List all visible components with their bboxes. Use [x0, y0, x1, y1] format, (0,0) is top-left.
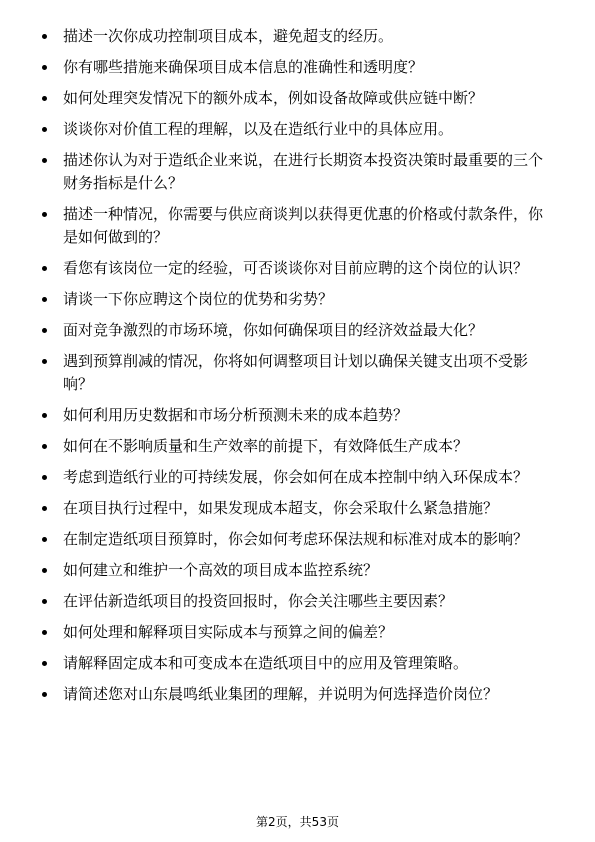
list-item [0, 621, 595, 644]
list-item [0, 118, 595, 141]
list-item [0, 559, 595, 582]
bullet-icon [42, 413, 47, 418]
list-item [0, 319, 595, 342]
question-text: 如何利用历史数据和市场分析预测未来的成本趋势？ [63, 406, 409, 424]
list-item [0, 288, 595, 311]
question-text: 请解释固定成本和可变成本在造纸项目中的应用及管理策略。 [63, 654, 469, 672]
bullet-icon [42, 266, 47, 271]
bullet-icon [42, 34, 47, 39]
question-text: 如何在不影响质量和生产效率的前提下，有效降低生产成本？ [63, 437, 469, 455]
question-text: 描述你认为对于造纸企业来说，在进行长期资本投资决策时最重要的三个财务指标是什么？ [63, 151, 544, 192]
question-text: 你有哪些措施来确保项目成本信息的准确性和透明度？ [63, 58, 424, 76]
list-item [0, 528, 595, 551]
bullet-icon [42, 537, 47, 542]
list-item [0, 203, 595, 249]
list-item [0, 683, 595, 706]
question-text: 在评估新造纸项目的投资回报时，你会关注哪些主要因素？ [63, 592, 454, 610]
question-text: 考虑到造纸行业的可持续发展，你会如何在成本控制中纳入环保成本？ [63, 468, 529, 486]
bullet-icon [42, 444, 47, 449]
question-text: 如何处理突发情况下的额外成本，例如设备故障或供应链中断？ [63, 89, 484, 107]
list-item [0, 652, 595, 675]
page-number: 第2页，共53页 [256, 815, 339, 829]
bullet-icon [42, 599, 47, 604]
question-text: 描述一种情况，你需要与供应商谈判以获得更优惠的价格或付款条件，你是如何做到的？ [63, 205, 544, 246]
question-text: 如何建立和维护一个高效的项目成本监控系统？ [63, 561, 379, 579]
question-text: 描述一次你成功控制项目成本，避免超支的经历。 [63, 27, 394, 45]
list-item [0, 149, 595, 195]
question-text: 谈谈你对价值工程的理解，以及在造纸行业中的具体应用。 [63, 120, 454, 138]
list-item [0, 466, 595, 489]
bullet-icon [42, 297, 47, 302]
list-item [0, 25, 595, 48]
question-text: 请谈一下你应聘这个岗位的优势和劣势？ [63, 290, 334, 308]
bullet-icon [42, 359, 47, 364]
bullet-icon [42, 328, 47, 333]
question-text: 在制定造纸项目预算时，你会如何考虑环保法规和标准对成本的影响？ [63, 530, 529, 548]
list-item [0, 257, 595, 280]
bullet-icon [42, 506, 47, 511]
question-text: 如何处理和解释项目实际成本与预算之间的偏差？ [63, 623, 394, 641]
bullet-icon [42, 212, 47, 217]
bullet-icon [42, 568, 47, 573]
list-item [0, 435, 595, 458]
question-text: 在项目执行过程中，如果发现成本超支，你会采取什么紧急措施？ [63, 499, 499, 517]
question-text: 看您有该岗位一定的经验，可否谈谈你对目前应聘的这个岗位的认识？ [63, 259, 529, 277]
bullet-icon [42, 475, 47, 480]
bullet-icon [42, 630, 47, 635]
question-text: 请简述您对山东晨鸣纸业集团的理解，并说明为何选择造价岗位？ [63, 685, 499, 703]
list-item [0, 404, 595, 427]
bullet-icon [42, 158, 47, 163]
question-text: 遇到预算削减的情况，你将如何调整项目计划以确保关键支出项不受影响？ [63, 352, 529, 393]
list-item [0, 590, 595, 613]
bullet-icon [42, 661, 47, 666]
list-item [0, 87, 595, 110]
bullet-icon [42, 96, 47, 101]
list-item [0, 497, 595, 520]
question-text: 面对竞争激烈的市场环境，你如何确保项目的经济效益最大化？ [63, 321, 484, 339]
bullet-icon [42, 692, 47, 697]
list-item [0, 56, 595, 79]
list-item [0, 350, 595, 396]
question-list [0, 25, 595, 714]
bullet-icon [42, 65, 47, 70]
bullet-icon [42, 127, 47, 132]
